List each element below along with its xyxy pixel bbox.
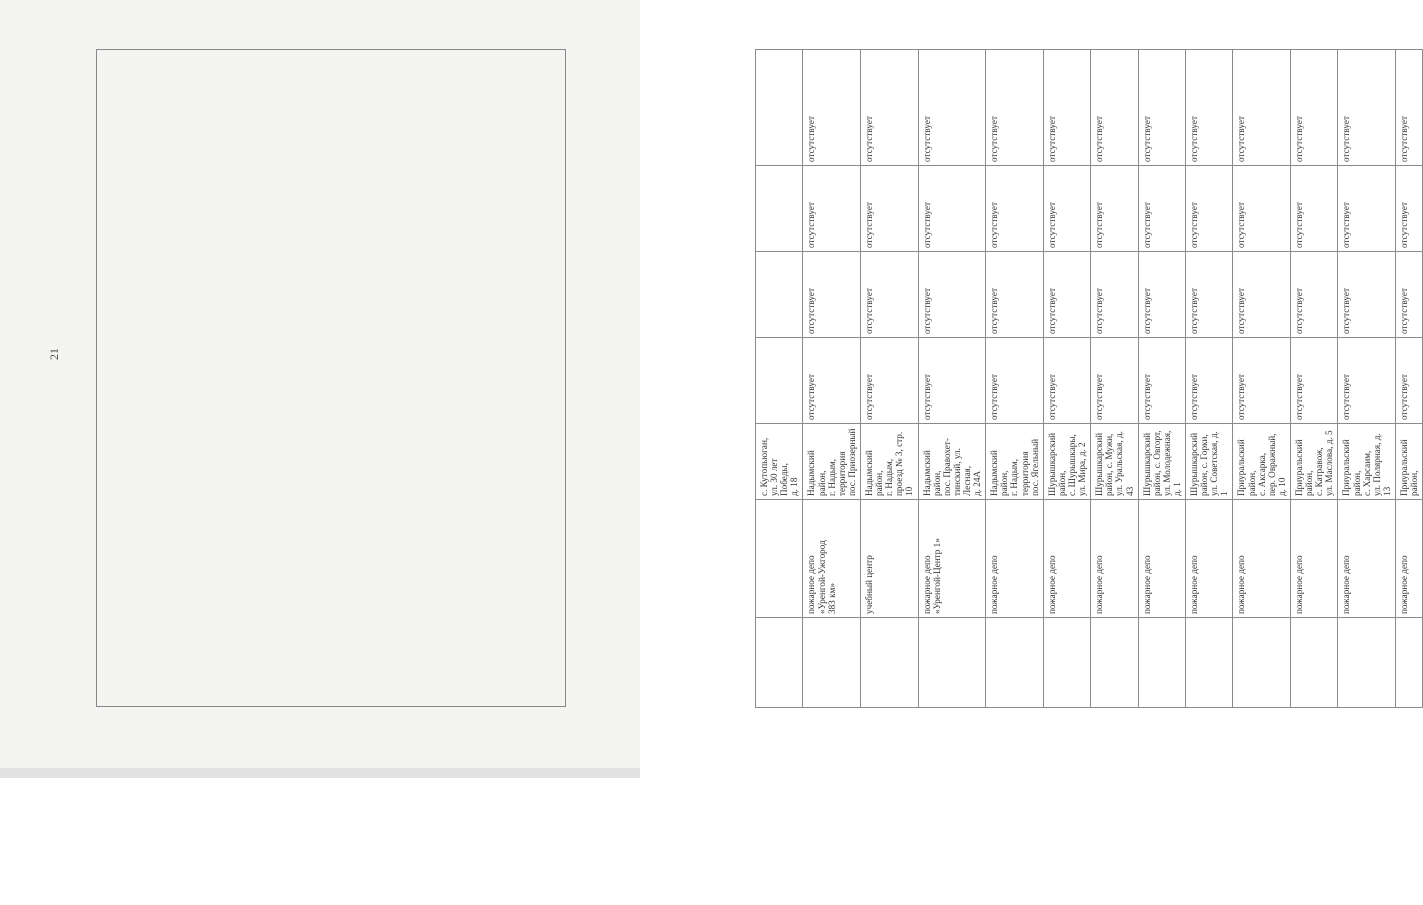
status-cell-1: отсутствует: [860, 338, 918, 424]
facility-name-cell: пожарное депо: [1186, 500, 1233, 618]
table-row: [1186, 50, 1233, 708]
table-row: [756, 50, 803, 708]
page-shadow: [0, 768, 640, 778]
empty-cell: [986, 618, 1044, 708]
status-cell-3: отсутствует: [1138, 166, 1185, 252]
status-cell-4: отсутствует: [860, 50, 918, 166]
status-cell-3: [756, 166, 803, 252]
status-cell-4: отсутствует: [986, 50, 1044, 166]
facility-address-cell: Надымский район, г. Надым, проезд № 3, стр. 10: [860, 424, 918, 500]
status-cell-3: отсутствует: [986, 166, 1044, 252]
facility-address-cell: Приуральский район, с. Аксарка, пер. Овражный, д. 10: [1233, 424, 1291, 500]
empty-cell: [1233, 618, 1291, 708]
facility-address-cell: Надымский район, г. Надым, территория пос. Приозерный: [803, 424, 861, 500]
status-cell-4: отсутствует: [1291, 50, 1338, 166]
table-row: [1233, 50, 1291, 708]
status-cell-3: отсутствует: [1091, 166, 1138, 252]
status-cell-1: отсутствует: [918, 338, 986, 424]
status-cell-4: отсутствует: [1186, 50, 1233, 166]
status-cell-2: отсутствует: [1043, 252, 1090, 338]
empty-cell: [918, 618, 986, 708]
status-cell-2: [756, 252, 803, 338]
status-cell-2: отсутствует: [1138, 252, 1185, 338]
facility-address-cell: Шурышкарский район, с. Овгорт, ул. Молодежная, д. 1: [1138, 424, 1185, 500]
status-cell-3: отсутствует: [918, 166, 986, 252]
empty-cell: [1091, 618, 1138, 708]
status-cell-4: отсутствует: [1138, 50, 1185, 166]
status-cell-2: отсутствует: [1233, 252, 1291, 338]
status-cell-1: отсутствует: [1338, 338, 1396, 424]
status-cell-2: отсутствует: [1291, 252, 1338, 338]
status-cell-1: отсутствует: [1138, 338, 1185, 424]
status-cell-4: отсутствует: [1091, 50, 1138, 166]
facility-name-cell: пожарное депо: [1043, 500, 1090, 618]
table-row: [986, 50, 1044, 708]
table-row: [918, 50, 986, 708]
status-cell-2: отсутствует: [986, 252, 1044, 338]
facility-name-cell: пожарное депо: [1233, 500, 1291, 618]
status-cell-4: [756, 50, 803, 166]
status-cell-3: отсутствует: [1186, 166, 1233, 252]
status-cell-4: отсутствует: [918, 50, 986, 166]
facility-name-cell: [756, 500, 803, 618]
facility-name-cell: пожарное депо: [1138, 500, 1185, 618]
facility-address-cell: Приуральский район, с. Катравож, ул. Маслова, д. 5: [1291, 424, 1338, 500]
page-number: 21: [47, 348, 61, 360]
status-cell-1: отсутствует: [1291, 338, 1338, 424]
status-cell-1: отсутствует: [1233, 338, 1291, 424]
status-cell-2: отсутствует: [1396, 252, 1423, 338]
facility-address-cell: с. Кутопьюган, ул. 30 лет Победы, д. 18: [756, 424, 803, 500]
status-cell-2: отсутствует: [1338, 252, 1396, 338]
empty-cell: [1138, 618, 1185, 708]
status-cell-1: отсутствует: [1043, 338, 1090, 424]
facility-name-cell: учебный центр: [860, 500, 918, 618]
status-cell-3: отсутствует: [1233, 166, 1291, 252]
facility-address-cell: Шурышкарский район, с. Горки, ул. Советская, д. 1: [1186, 424, 1233, 500]
status-cell-1: отсутствует: [1396, 338, 1423, 424]
empty-cell: [803, 618, 861, 708]
empty-cell: [1043, 618, 1090, 708]
facility-name-cell: пожарное депо: [1091, 500, 1138, 618]
status-cell-4: отсутствует: [1338, 50, 1396, 166]
table-row: [1291, 50, 1338, 708]
facility-name-cell: пожарное депо: [1291, 500, 1338, 618]
status-cell-3: отсутствует: [860, 166, 918, 252]
status-cell-1: отсутствует: [1186, 338, 1233, 424]
facility-name-cell: пожарное депо: [986, 500, 1044, 618]
status-cell-1: [756, 338, 803, 424]
table-row: [1338, 50, 1396, 708]
table-body: [756, 50, 1423, 708]
facility-address-cell: Приуральский район,: [1396, 424, 1423, 500]
status-cell-1: отсутствует: [986, 338, 1044, 424]
facility-address-cell: Шурышкарский район, с. Шурышкары, ул. Мира, д. 2: [1043, 424, 1090, 500]
status-cell-4: отсутствует: [1043, 50, 1090, 166]
status-cell-3: отсутствует: [803, 166, 861, 252]
empty-cell: [1338, 618, 1396, 708]
status-cell-2: отсутствует: [803, 252, 861, 338]
facility-address-cell: Шурышкарский район, с. Мужи, ул. Уральская, д. 43: [1091, 424, 1138, 500]
table-row: [1138, 50, 1185, 708]
facilities-table-container: [96, 49, 1420, 707]
table-row: [1396, 50, 1423, 708]
status-cell-3: отсутствует: [1396, 166, 1423, 252]
status-cell-4: отсутствует: [803, 50, 861, 166]
empty-cell: [1186, 618, 1233, 708]
status-cell-3: отсутствует: [1338, 166, 1396, 252]
status-cell-4: отсутствует: [1396, 50, 1423, 166]
status-cell-2: отсутствует: [860, 252, 918, 338]
facility-address-cell: Приуральский район, с. Харсаим, ул. Полярная, д. 13: [1338, 424, 1396, 500]
empty-cell: [1291, 618, 1338, 708]
status-cell-2: отсутствует: [918, 252, 986, 338]
status-cell-2: отсутствует: [1091, 252, 1138, 338]
status-cell-4: отсутствует: [1233, 50, 1291, 166]
status-cell-1: отсутствует: [803, 338, 861, 424]
facility-name-cell: пожарное депо: [1396, 500, 1423, 618]
empty-cell: [1396, 618, 1423, 708]
status-cell-2: отсутствует: [1186, 252, 1233, 338]
facilities-table: [755, 49, 1423, 708]
empty-cell: [860, 618, 918, 708]
facility-name-cell: пожарное депо «Уренгой-Ужгород 383 км»: [803, 500, 861, 618]
facility-address-cell: Надымский район, г. Надым, территория пос. Ягельный: [986, 424, 1044, 500]
table-row: [1043, 50, 1090, 708]
facility-address-cell: Надымский район, пос. Правохет- тинский, ул. Лесная, д. 24А: [918, 424, 986, 500]
facility-name-cell: пожарное депо «Уренгой-Центр 1»: [918, 500, 986, 618]
table-row: [803, 50, 861, 708]
table-row: [1091, 50, 1138, 708]
status-cell-1: отсутствует: [1091, 338, 1138, 424]
empty-cell: [756, 618, 803, 708]
table-row: [860, 50, 918, 708]
status-cell-3: отсутствует: [1291, 166, 1338, 252]
status-cell-3: отсутствует: [1043, 166, 1090, 252]
facility-name-cell: пожарное депо: [1338, 500, 1396, 618]
